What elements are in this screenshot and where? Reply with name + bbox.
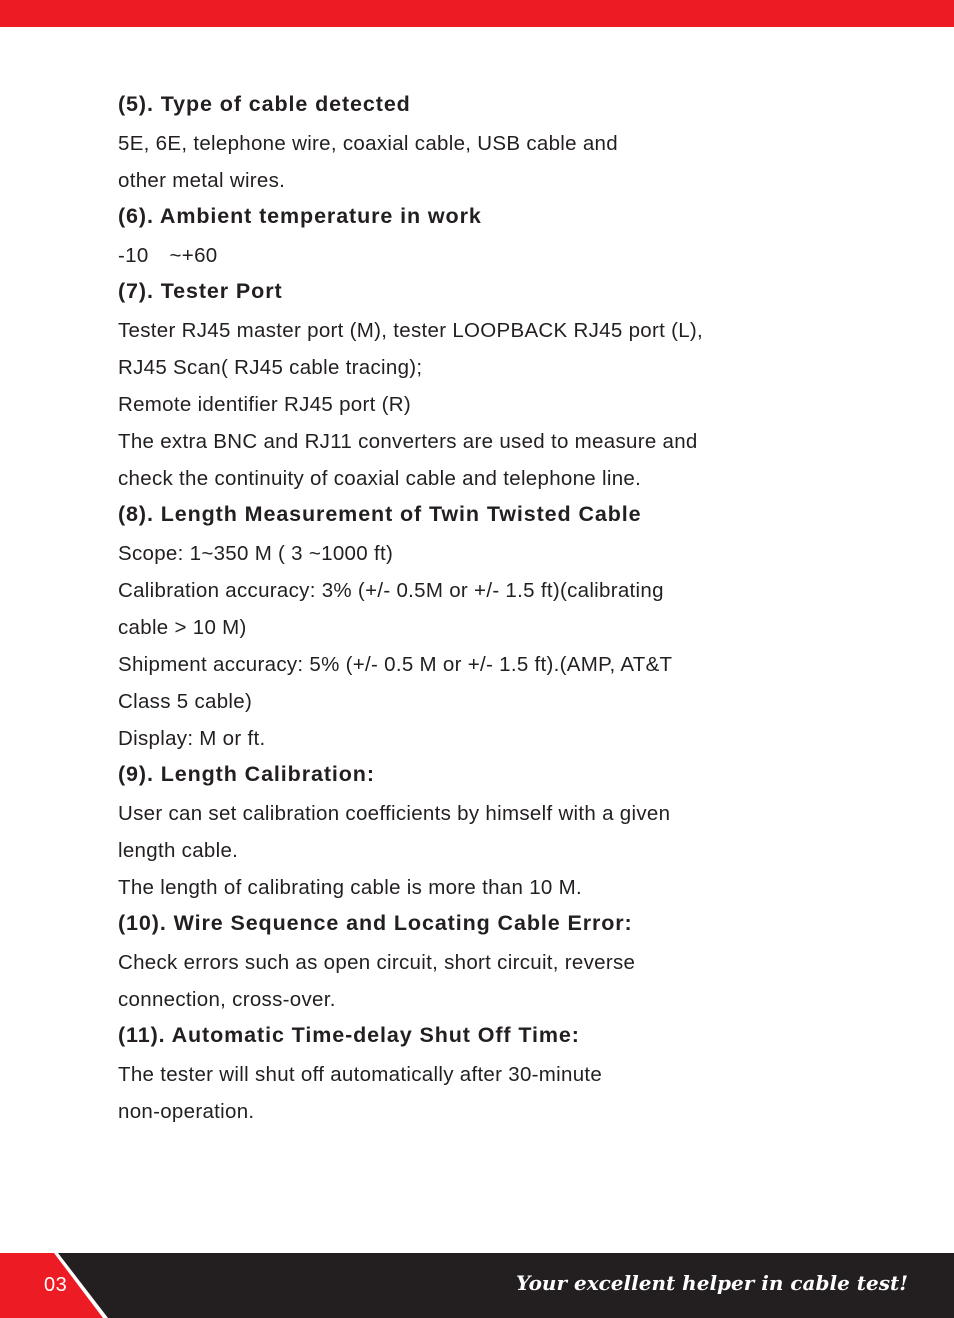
section-line: check the continuity of coaxial cable and telephone line. — [118, 467, 642, 490]
section-line: cable > 10 M) — [118, 616, 247, 639]
section-line: Class 5 cable) — [118, 690, 253, 713]
section-heading: (9). Length Calibration: — [118, 762, 375, 786]
section-line: Scope: 1~350 M ( 3 ~1000 ft) — [118, 542, 394, 565]
section-line: length cable. — [118, 839, 239, 862]
section-line: The extra BNC and RJ11 converters are used to measure and — [118, 430, 698, 453]
section-line: Remote identifier RJ45 port (R) — [118, 393, 411, 416]
section-wire-sequence — [118, 906, 818, 1018]
section-line: connection, cross-over. — [118, 988, 336, 1011]
section-auto-shutoff — [118, 1018, 818, 1130]
section-heading: (10). Wire Sequence and Locating Cable Error: — [118, 911, 633, 935]
page-number: 03 — [44, 1274, 68, 1296]
section-cable-type — [118, 87, 818, 199]
footer-bar — [0, 1253, 954, 1318]
section-heading: (5). Type of cable detected — [118, 92, 411, 116]
section-tester-port — [118, 274, 818, 497]
top-accent-bar — [0, 0, 954, 27]
section-line: Display: M or ft. — [118, 727, 266, 750]
section-line: User can set calibration coefficients by himself with a given — [118, 802, 671, 825]
section-heading: (7). Tester Port — [118, 279, 283, 303]
section-line: RJ45 Scan( RJ45 cable tracing); — [118, 356, 423, 379]
section-heading: (8). Length Measurement of Twin Twisted Cable — [118, 502, 642, 526]
section-line: The tester will shut off automatically after 30-minute — [118, 1063, 603, 1086]
section-heading: (6). Ambient temperature in work — [118, 204, 482, 228]
section-line: The length of calibrating cable is more than 10 M. — [118, 876, 582, 899]
section-length-measurement — [118, 497, 818, 757]
section-line: Calibration accuracy: 3% (+/- 0.5M or +/- 1.5 ft)(calibrating — [118, 579, 664, 602]
footer-tagline: Your excellent helper in cable test! — [516, 1271, 908, 1295]
section-line: other metal wires. — [118, 169, 286, 192]
section-line: non-operation. — [118, 1100, 255, 1123]
section-line: Check errors such as open circuit, short circuit, reverse — [118, 951, 636, 974]
section-line: -10 ~+60 — [118, 244, 218, 267]
section-line: Shipment accuracy: 5% (+/- 0.5 M or +/- 1.5 ft).(AMP, AT&T — [118, 653, 673, 676]
section-line: Tester RJ45 master port (M), tester LOOPBACK RJ45 port (L), — [118, 319, 704, 342]
section-line: 5E, 6E, telephone wire, coaxial cable, USB cable and — [118, 132, 618, 155]
spec-content — [118, 87, 818, 1130]
section-heading: (11). Automatic Time-delay Shut Off Time: — [118, 1023, 580, 1047]
section-ambient-temperature — [118, 199, 818, 274]
section-length-calibration — [118, 757, 818, 906]
